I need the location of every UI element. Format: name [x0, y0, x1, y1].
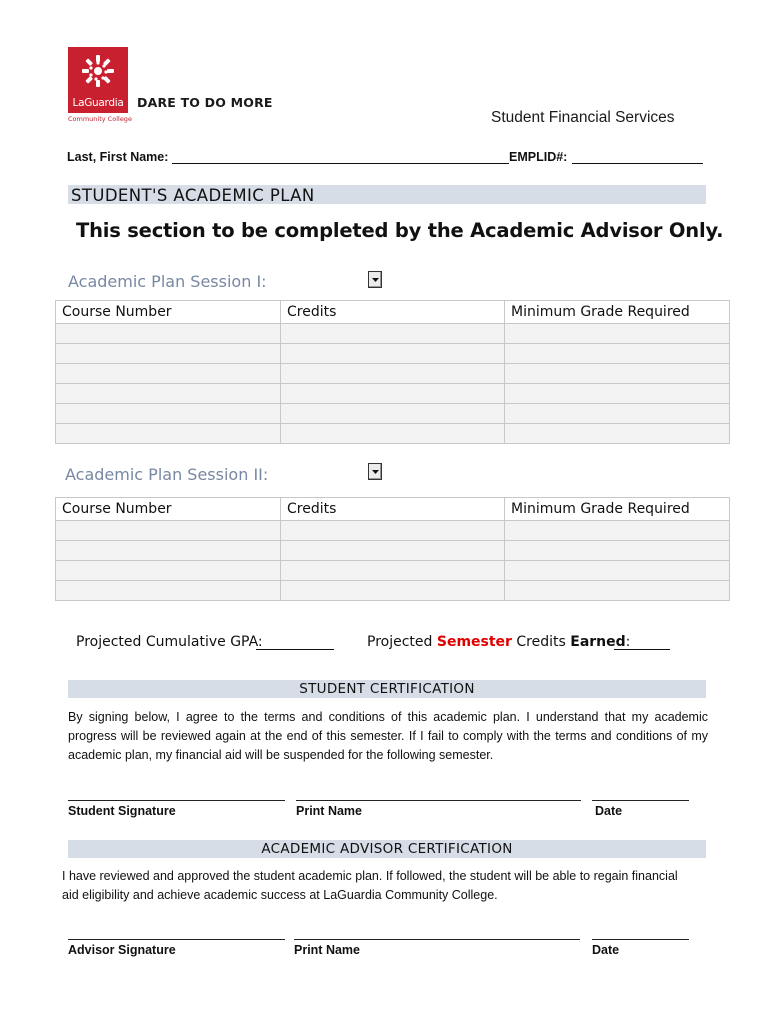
session-1-table — [55, 300, 730, 444]
table-row — [56, 541, 730, 561]
table-cell[interactable] — [505, 364, 730, 384]
table-row — [56, 521, 730, 541]
advisor-signature-field[interactable] — [68, 939, 285, 940]
advisor-date-field[interactable] — [592, 939, 689, 940]
table-row — [56, 581, 730, 601]
table-row — [56, 384, 730, 404]
advisor-date-label: Date — [592, 943, 620, 957]
credits-prefix: Projected — [367, 634, 433, 650]
dropdown-arrow-icon — [372, 278, 379, 282]
table-cell[interactable] — [505, 344, 730, 364]
table-cell[interactable] — [56, 521, 281, 541]
advisor-signature-label: Advisor Signature — [68, 943, 176, 957]
table-header-row — [56, 301, 730, 324]
table-cell[interactable] — [505, 404, 730, 424]
student-print-name-field[interactable] — [296, 800, 581, 801]
table-row — [56, 344, 730, 364]
table-cell[interactable] — [56, 424, 281, 444]
academic-plan-title: STUDENT'S ACADEMIC PLAN — [71, 186, 315, 205]
table-cell[interactable] — [281, 561, 505, 581]
student-signature-label: Student Signature — [68, 804, 176, 818]
tagline: DARE TO DO MORE — [137, 95, 273, 110]
student-date-label: Date — [595, 804, 623, 818]
table-cell[interactable] — [505, 324, 730, 344]
session-2-dropdown[interactable] — [368, 463, 382, 480]
table-cell[interactable] — [281, 521, 505, 541]
table-cell[interactable] — [56, 541, 281, 561]
table-row — [56, 364, 730, 384]
student-signature-field[interactable] — [68, 800, 285, 801]
credits-semester-word: Semester — [436, 634, 512, 650]
name-label: Last, First Name: — [67, 150, 169, 164]
emplid-field[interactable] — [572, 163, 703, 164]
column-header: Credits — [281, 498, 505, 521]
laguardia-logo — [68, 47, 128, 113]
starburst-icon — [68, 49, 128, 99]
table-cell[interactable] — [505, 521, 730, 541]
projected-gpa-label: Projected Cumulative GPA: — [76, 634, 263, 650]
logo-wordmark: LaGuardia — [72, 97, 124, 109]
session-2-label: Academic Plan Session II: — [65, 465, 269, 484]
advisor-certification-bar — [68, 840, 706, 858]
session-2-table — [55, 497, 730, 601]
student-certification-text: By signing below, I agree to the terms and conditions of this academic plan. I understand that my academic progress will be reviewed again at the end of this semester. If I fail to comply with the terms and conditions of my academic plan, my financial aid will be suspended for the following semester. — [68, 710, 708, 762]
dropdown-arrow-icon — [372, 470, 379, 474]
table-cell[interactable] — [281, 324, 505, 344]
session-1-dropdown[interactable] — [368, 271, 382, 288]
advisor-certification-title: ACADEMIC ADVISOR CERTIFICATION — [261, 841, 513, 857]
table-header-row — [56, 498, 730, 521]
table-cell[interactable] — [281, 404, 505, 424]
name-field[interactable] — [172, 163, 509, 164]
logo-subtitle: Community College — [68, 115, 132, 123]
table-cell[interactable] — [56, 384, 281, 404]
table-cell[interactable] — [505, 384, 730, 404]
table-cell[interactable] — [505, 581, 730, 601]
advisor-print-name-label: Print Name — [294, 943, 360, 957]
student-date-field[interactable] — [592, 800, 689, 801]
table-cell[interactable] — [56, 364, 281, 384]
column-header: Course Number — [56, 301, 281, 324]
projected-credits-field[interactable] — [614, 649, 670, 650]
table-cell[interactable] — [56, 324, 281, 344]
table-cell[interactable] — [56, 344, 281, 364]
student-certification-title: STUDENT CERTIFICATION — [299, 681, 475, 697]
table-cell[interactable] — [56, 404, 281, 424]
table-row — [56, 324, 730, 344]
advisor-instruction: This section to be completed by the Academic Advisor Only. — [76, 219, 724, 242]
column-header: Course Number — [56, 498, 281, 521]
student-certification-bar — [68, 680, 706, 698]
student-print-name-label: Print Name — [296, 804, 362, 818]
credits-colon: : — [625, 634, 631, 650]
table-cell[interactable] — [281, 424, 505, 444]
projected-credits-label — [367, 634, 630, 650]
column-header: Minimum Grade Required — [505, 301, 730, 324]
table-cell[interactable] — [505, 424, 730, 444]
column-header: Minimum Grade Required — [505, 498, 730, 521]
advisor-certification-text: I have reviewed and approved the student academic plan. If followed, the student will be able to regain financial aid eligibility and achieve academic success at LaGuardia Community College. — [62, 869, 678, 902]
table-cell[interactable] — [281, 364, 505, 384]
table-cell[interactable] — [56, 581, 281, 601]
table-cell[interactable] — [281, 581, 505, 601]
credits-mid-word: Credits — [516, 634, 566, 650]
projected-gpa-field[interactable] — [256, 649, 334, 650]
table-cell[interactable] — [505, 541, 730, 561]
department-title: Student Financial Services — [491, 109, 675, 126]
session-1-label: Academic Plan Session I: — [68, 272, 267, 291]
academic-plan-bar — [68, 185, 706, 204]
credits-earned-word: Earned — [570, 634, 626, 650]
table-row — [56, 561, 730, 581]
table-cell[interactable] — [281, 344, 505, 364]
column-header: Credits — [281, 301, 505, 324]
table-cell[interactable] — [281, 384, 505, 404]
table-cell[interactable] — [281, 541, 505, 561]
table-cell[interactable] — [505, 561, 730, 581]
table-cell[interactable] — [56, 561, 281, 581]
advisor-print-name-field[interactable] — [294, 939, 580, 940]
table-row — [56, 404, 730, 424]
table-row — [56, 424, 730, 444]
emplid-label: EMPLID#: — [509, 150, 568, 164]
